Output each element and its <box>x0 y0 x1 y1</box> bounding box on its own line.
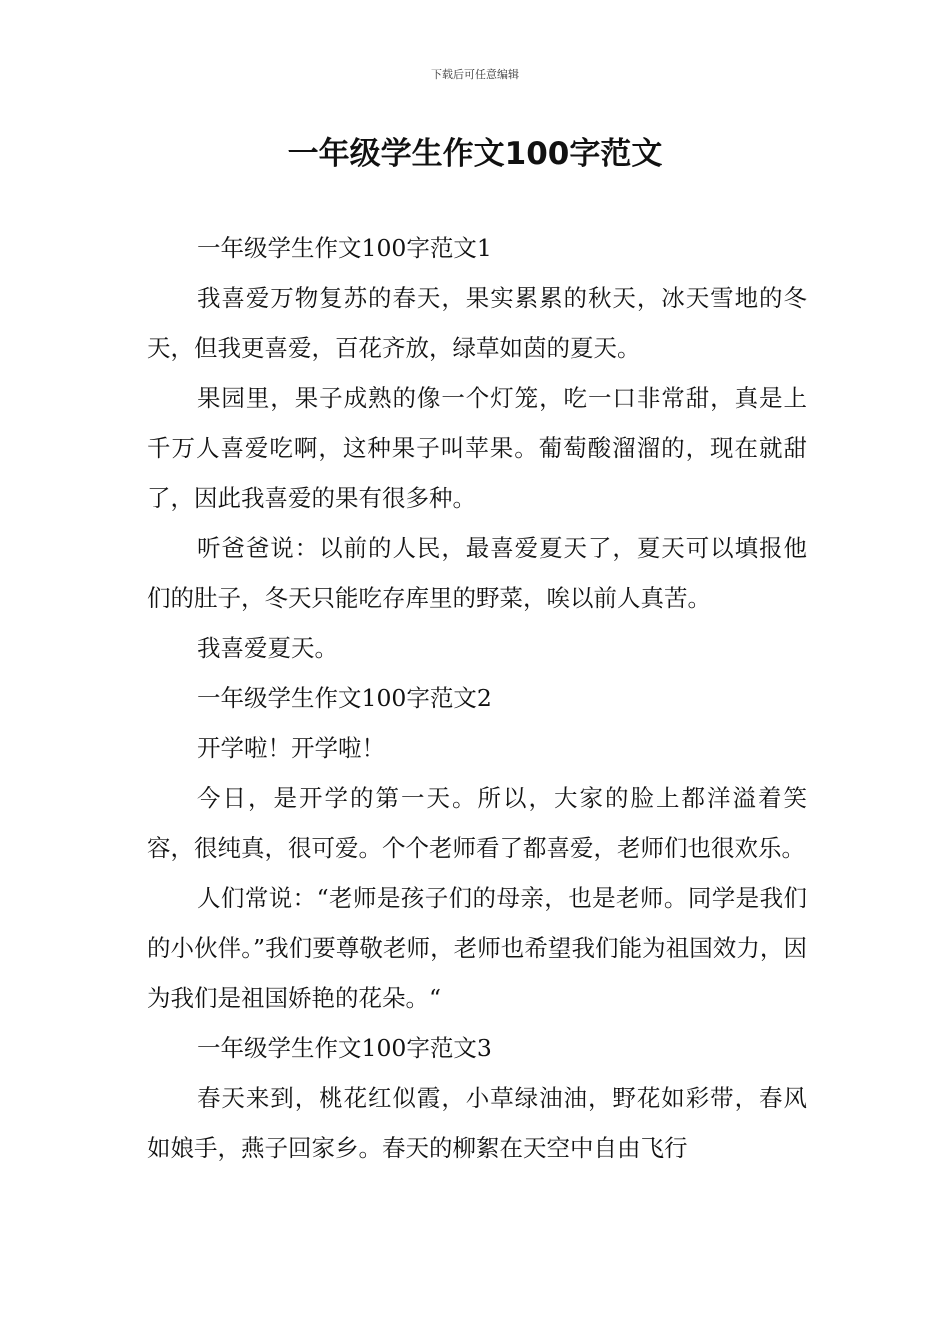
paragraph: 我喜爱万物复苏的春天，果实累累的秋天，冰天雪地的冬天，但我更喜爱，百花齐放，绿草如茵的夏天。 <box>147 284 807 362</box>
header-note: 下载后可任意编辑 <box>431 68 519 81</box>
essay-heading-1: 一年级学生作文100字范文1 <box>197 234 492 262</box>
paragraph: 开学啦！开学啦！ <box>197 734 385 762</box>
essay-heading-2: 一年级学生作文100字范文2 <box>197 684 492 712</box>
paragraph: 听爸爸说：以前的人民，最喜爱夏天了，夏天可以填报他们的肚子，冬天只能吃存库里的野菜，唉以前人真苦。 <box>147 534 807 612</box>
document-title: 一年级学生作文100字范文 <box>287 136 663 172</box>
document-body <box>147 223 807 1173</box>
essay-heading-3: 一年级学生作文100字范文3 <box>197 1034 492 1062</box>
paragraph: 春天来到，桃花红似霞，小草绿油油，野花如彩带，春风如娘手，燕子回家乡。春天的柳絮在天空中自由飞行 <box>147 1084 807 1162</box>
paragraph: 人们常说：“老师是孩子们的母亲，也是老师。同学是我们的小伙伴。”我们要尊敬老师，老师也希望我们能为祖国效力，因为我们是祖国娇艳的花朵。“ <box>147 884 807 1012</box>
paragraph: 我喜爱夏天。 <box>197 634 338 662</box>
paragraph: 今日，是开学的第一天。所以，大家的脸上都洋溢着笑容，很纯真，很可爱。个个老师看了都喜爱，老师们也很欢乐。 <box>147 784 807 862</box>
paragraph: 果园里，果子成熟的像一个灯笼，吃一口非常甜，真是上千万人喜爱吃啊，这种果子叫苹果。葡萄酸溜溜的，现在就甜了，因此我喜爱的果有很多种。 <box>147 384 807 512</box>
